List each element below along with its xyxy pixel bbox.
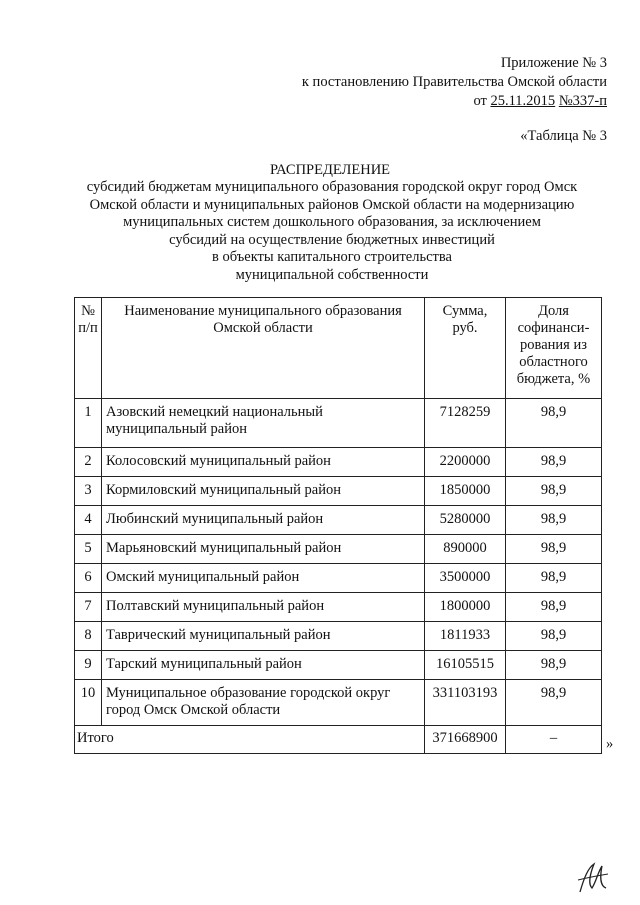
header-share-line: Доля — [538, 303, 569, 319]
row-name: Омский муниципальный район — [102, 564, 425, 593]
subtitle-line: субсидий на осуществление бюджетных инвестиций — [169, 231, 495, 248]
row-share: 98,9 — [506, 448, 602, 477]
header-num — [75, 298, 102, 399]
header-num-line: п/п — [78, 320, 98, 336]
header-share — [506, 298, 602, 399]
row-sum: 16105515 — [425, 651, 506, 680]
row-name-line: Муниципальное образование городской округ — [106, 685, 391, 701]
subtitle-line: муниципальной собственности — [235, 266, 429, 283]
row-share: 98,9 — [506, 564, 602, 593]
document-subtitle — [62, 179, 602, 284]
date-prefix: от — [473, 93, 487, 109]
row-name: Любинский муниципальный район — [102, 506, 425, 535]
row-name-line: город Омск Омской области — [106, 702, 281, 718]
row-name: Марьяновский муниципальный район — [102, 535, 425, 564]
row-num: 7 — [75, 593, 102, 622]
total-sum: 371668900 — [425, 726, 506, 754]
row-sum: 7128259 — [425, 399, 506, 448]
table-row — [75, 477, 602, 506]
table-row — [75, 535, 602, 564]
row-sum: 331103193 — [425, 680, 506, 726]
row-num: 4 — [75, 506, 102, 535]
table-row — [75, 448, 602, 477]
row-name: Полтавский муниципальный район — [102, 593, 425, 622]
row-share: 98,9 — [506, 680, 602, 726]
header-share-line: бюджета, % — [516, 371, 591, 387]
table-row — [75, 680, 602, 726]
row-num: 3 — [75, 477, 102, 506]
row-share: 98,9 — [506, 477, 602, 506]
header-share-line: областного — [519, 354, 588, 370]
header-num-line: № — [81, 303, 95, 319]
row-name-line: муниципальный район — [106, 421, 247, 437]
total-label: Итого — [75, 726, 425, 754]
subtitle-line: Омской области и муниципальных районов Омской области на модернизацию — [89, 196, 575, 213]
row-num: 2 — [75, 448, 102, 477]
row-sum: 1800000 — [425, 593, 506, 622]
resolution-number: №337-п — [558, 93, 607, 109]
row-name: Таврический муниципальный район — [102, 622, 425, 651]
header-share-line: рования из — [520, 337, 587, 353]
row-share: 98,9 — [506, 622, 602, 651]
table-header-row — [75, 298, 602, 399]
subtitle-line: муниципальных систем дошкольного образования, за исключением — [123, 214, 541, 230]
table-row — [75, 593, 602, 622]
header-share-line: софинанси- — [517, 320, 590, 336]
row-share: 98,9 — [506, 593, 602, 622]
table-label: «Таблица № 3 — [520, 128, 607, 144]
table-row — [75, 399, 602, 448]
row-name: Тарский муниципальный район — [102, 651, 425, 680]
row-num: 1 — [75, 399, 102, 448]
resolution-reference: к постановлению Правительства Омской области — [301, 74, 607, 90]
row-sum: 2200000 — [425, 448, 506, 477]
header-sum-line: руб. — [452, 320, 478, 336]
appendix-label: Приложение № 3 — [500, 55, 607, 71]
total-share: – — [506, 726, 602, 754]
row-sum: 3500000 — [425, 564, 506, 593]
row-name: Колосовский муниципальный район — [102, 448, 425, 477]
header-name — [102, 298, 425, 399]
row-share: 98,9 — [506, 506, 602, 535]
row-sum: 5280000 — [425, 506, 506, 535]
row-share: 98,9 — [506, 535, 602, 564]
header-sum-line: Сумма, — [442, 303, 488, 319]
total-row — [75, 726, 602, 754]
row-num: 10 — [75, 680, 102, 726]
table-row — [75, 651, 602, 680]
header-name-line: Омской области — [213, 320, 313, 336]
row-name — [102, 680, 425, 726]
row-sum: 1811933 — [425, 622, 506, 651]
row-num: 9 — [75, 651, 102, 680]
subtitle-line: субсидий бюджетам муниципального образования городской округ город Омск — [86, 179, 578, 195]
row-share: 98,9 — [506, 399, 602, 448]
row-sum: 1850000 — [425, 477, 506, 506]
signature-mark — [572, 858, 612, 898]
table-row — [75, 564, 602, 593]
subsidy-table — [74, 297, 602, 754]
row-name-line: Азовский немецкий национальный — [106, 404, 323, 420]
header-sum — [425, 298, 506, 399]
subtitle-line: в объекты капитального строительства — [212, 249, 452, 265]
row-name — [102, 399, 425, 448]
row-name: Кормиловский муниципальный район — [102, 477, 425, 506]
closing-quote: » — [606, 736, 614, 752]
resolution-date-number — [473, 91, 607, 111]
row-num: 8 — [75, 622, 102, 651]
row-share: 98,9 — [506, 651, 602, 680]
row-num: 5 — [75, 535, 102, 564]
table-row — [75, 506, 602, 535]
resolution-date: 25.11.2015 — [490, 93, 556, 109]
table-row — [75, 622, 602, 651]
row-num: 6 — [75, 564, 102, 593]
document-title: РАСПРЕДЕЛЕНИЕ — [269, 162, 391, 178]
row-sum: 890000 — [425, 535, 506, 564]
header-name-line: Наименование муниципального образования — [124, 303, 402, 319]
